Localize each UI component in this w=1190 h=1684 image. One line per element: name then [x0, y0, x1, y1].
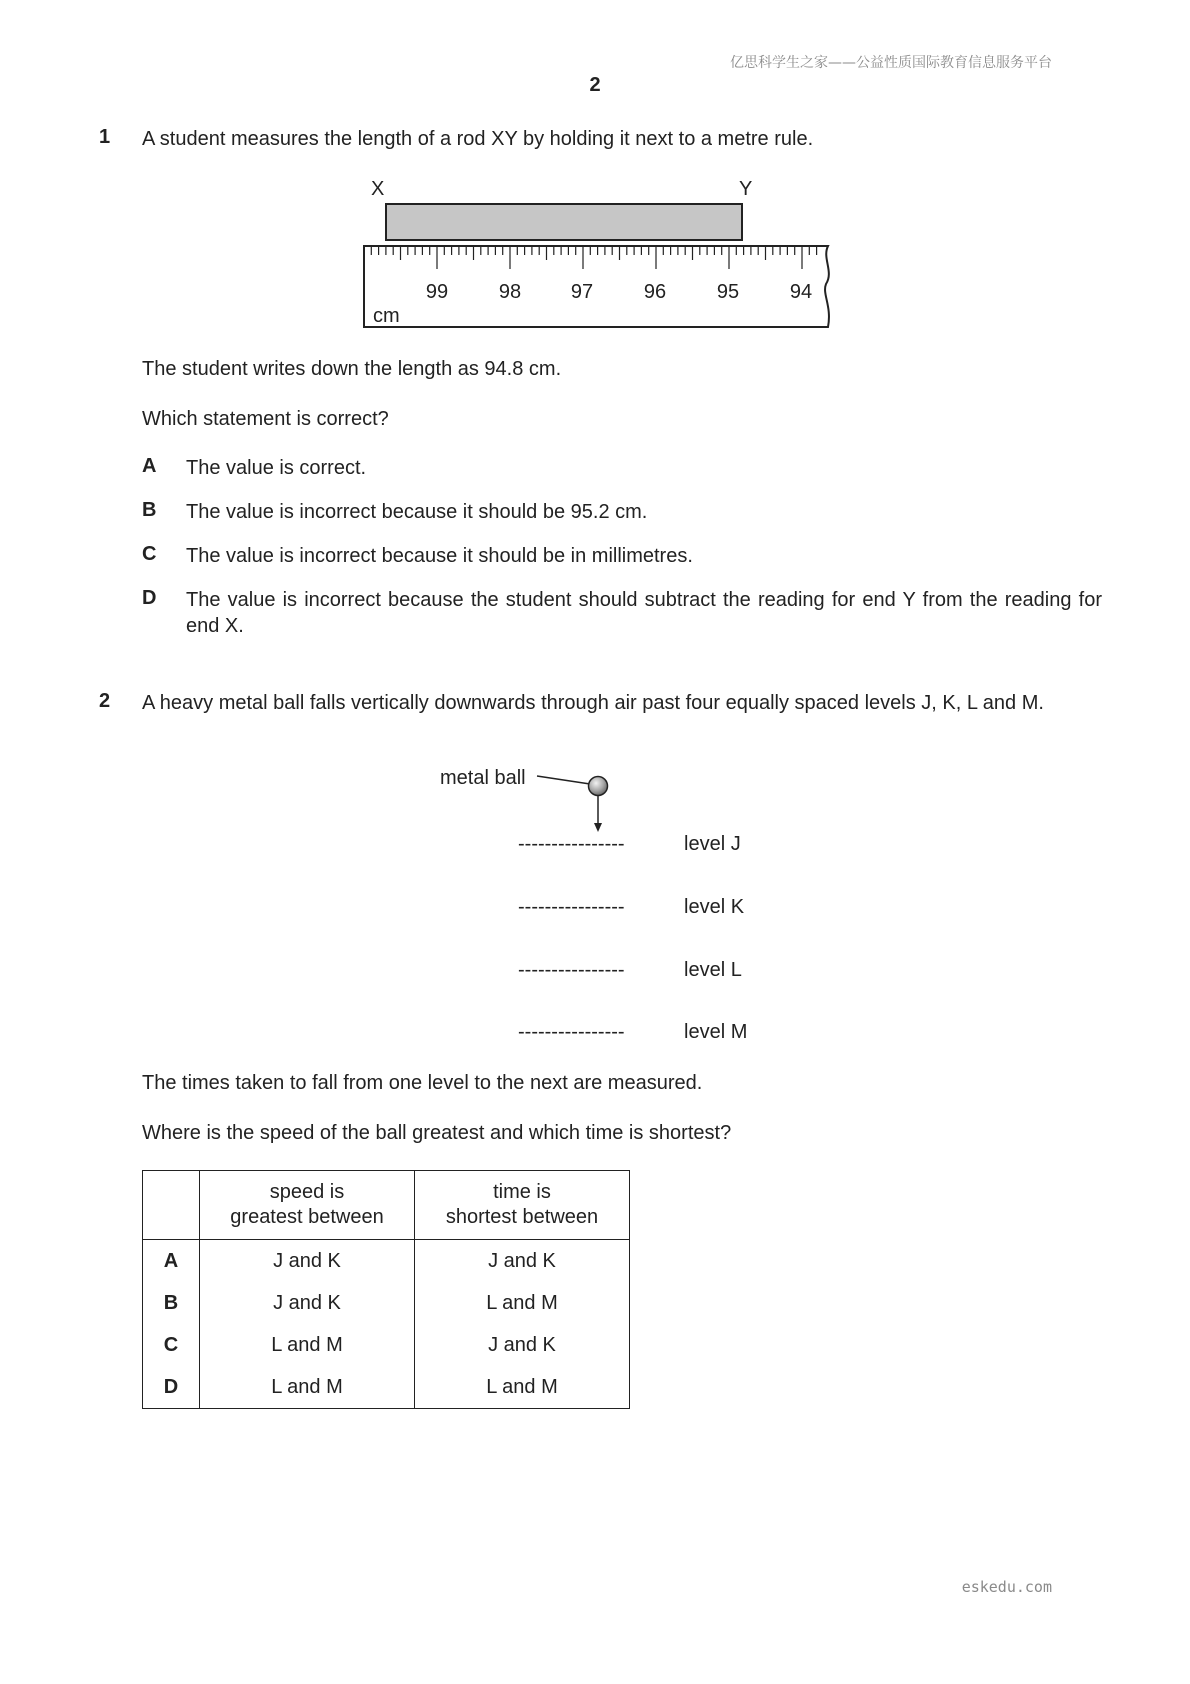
scale-label: 99	[425, 281, 449, 303]
cell-time: L and M	[415, 1282, 630, 1324]
question-1-prompt: Which statement is correct?	[142, 408, 389, 430]
falling-ball-diagram	[430, 756, 770, 1046]
option-letter: A	[142, 455, 157, 477]
table-row	[143, 1240, 630, 1283]
page-number: 2	[589, 74, 601, 96]
footer-site-url: eskedu.com	[961, 1578, 1052, 1596]
option-text: The value is incorrect because it should be in millimetres.	[186, 545, 693, 567]
answer-table	[142, 1170, 630, 1409]
table-header-time	[415, 1171, 630, 1240]
cell-speed: L and M	[200, 1324, 415, 1366]
scale-label: 95	[716, 281, 740, 303]
question-2-number: 2	[99, 690, 111, 712]
table-corner-cell	[143, 1171, 200, 1240]
row-letter: B	[143, 1282, 200, 1324]
level-dashes: ----------------	[518, 959, 625, 981]
question-2-statement: The times taken to fall from one level to the next are measured.	[142, 1072, 703, 1094]
option-letter: D	[142, 587, 157, 609]
cell-time: L and M	[415, 1366, 630, 1409]
cell-time: J and K	[415, 1324, 630, 1366]
option-letter: B	[142, 499, 157, 521]
option-text: The value is incorrect because the student should subtract the reading for end Y from the reading for end X.	[186, 589, 1102, 637]
rod-xy	[386, 204, 742, 240]
option-letter: C	[142, 543, 157, 565]
level-dashes: ----------------	[518, 833, 625, 855]
rod-end-x-label: X	[371, 178, 385, 200]
question-1-number: 1	[99, 126, 111, 148]
scale-label: 94	[789, 281, 813, 303]
question-1-statement: The student writes down the length as 94.8 cm.	[142, 358, 562, 380]
table-header-speed	[200, 1171, 415, 1240]
level-dashes: ----------------	[518, 896, 625, 918]
cell-speed: J and K	[200, 1240, 415, 1283]
table-row	[143, 1366, 630, 1409]
row-letter: A	[143, 1240, 200, 1283]
level-m-label: level M	[684, 1021, 748, 1043]
level-k-label: level K	[684, 896, 745, 918]
header-line: time is	[493, 1181, 551, 1203]
header-line: shortest between	[445, 1206, 599, 1228]
level-j-label: level J	[684, 833, 741, 855]
ruler-unit-label: cm	[373, 305, 400, 327]
question-1-stem: A student measures the length of a rod XY by holding it next to a metre rule.	[142, 128, 814, 150]
cell-speed: J and K	[200, 1282, 415, 1324]
fall-arrow-head	[594, 823, 602, 832]
header-site-text: 亿思科学生之家——公益性质国际教育信息服务平台	[730, 55, 1052, 71]
level-dashes: ----------------	[518, 1021, 625, 1043]
row-letter: C	[143, 1324, 200, 1366]
option-text: The value is correct.	[186, 457, 367, 479]
level-l-label: level L	[684, 959, 742, 981]
question-2-stem: A heavy metal ball falls vertically downwards through air past four equally spaced levels J, K, L and M.	[142, 692, 1044, 714]
header-line: greatest between	[230, 1206, 384, 1228]
header-line: speed is	[269, 1181, 345, 1203]
scale-label: 98	[498, 281, 522, 303]
metal-ball-label: metal ball	[440, 767, 526, 789]
cell-speed: L and M	[200, 1366, 415, 1409]
scale-label: 97	[570, 281, 594, 303]
table-row	[143, 1282, 630, 1324]
cell-time: J and K	[415, 1240, 630, 1283]
scale-label: 96	[643, 281, 667, 303]
rod-end-y-label: Y	[739, 178, 753, 200]
question-2-prompt: Where is the speed of the ball greatest and which time is shortest?	[142, 1122, 732, 1144]
label-leader-line	[537, 776, 590, 784]
table-row	[143, 1324, 630, 1366]
option-text: The value is incorrect because it should be 95.2 cm.	[186, 501, 648, 523]
row-letter: D	[143, 1366, 200, 1409]
rod-ruler-diagram	[360, 172, 840, 334]
metal-ball	[589, 777, 608, 796]
